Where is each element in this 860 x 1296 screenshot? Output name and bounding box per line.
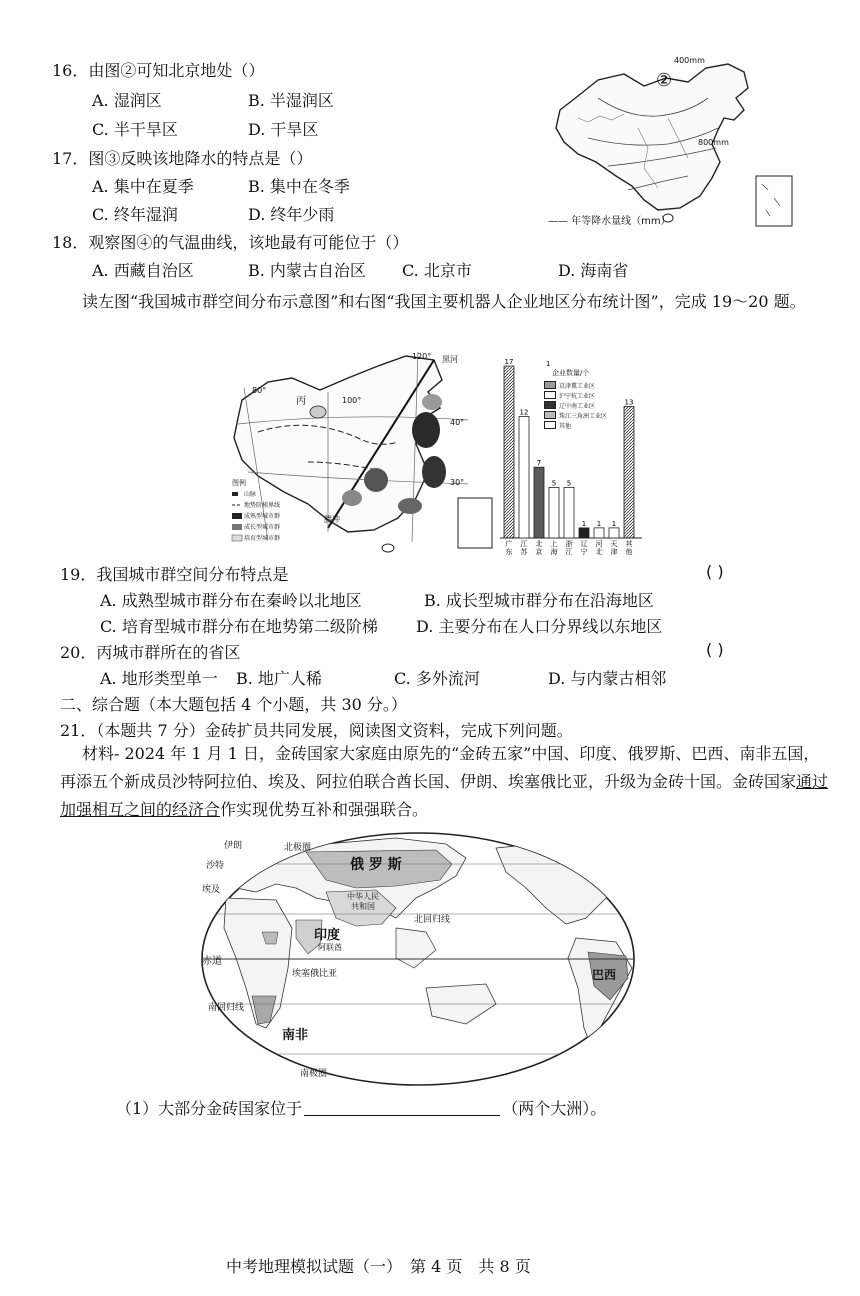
q16-option-b: B. 半湿润区 (248, 91, 334, 110)
label-tengchong: 腾冲 (324, 515, 340, 524)
legend-number-1: 1 (546, 360, 551, 368)
legend-label-mountain: 山脉 (244, 491, 257, 498)
label-russia: 俄 罗 斯 (350, 857, 402, 873)
cluster-bing (310, 406, 326, 418)
label-iran: 伊朗 (224, 841, 243, 851)
category-label-1-1: 苏 (520, 548, 528, 556)
q19-stem: 19．我国城市群空间分布特点是 (60, 565, 289, 584)
category-label-3-1: 海 (550, 548, 558, 556)
legend-swatch-2 (544, 401, 556, 409)
cluster-mature-north (412, 412, 440, 448)
label-india: 印度 (314, 928, 341, 943)
legend-title: 图例 (232, 479, 246, 487)
label-south-africa: 南非 (282, 1028, 309, 1043)
map2-number: ② (656, 70, 673, 91)
q21-sub1-text-b: （两个大洲）。 (502, 1099, 607, 1118)
south-sea-inset (756, 176, 792, 226)
label-120: 120° (412, 352, 432, 361)
q21-material-part-a: 材料- 2024 年 1 月 1 日，金砖国家大家庭由原先的“金砖五家”中国、印度、俄罗斯、巴西、南非五国，再添五个新成员沙特阿拉伯、埃及、阿拉伯联合酋长国、伊朗、埃塞俄比亚，升级为金砖十国。金砖国家 (60, 744, 820, 791)
q20-answer-paren: ( ) (706, 640, 724, 659)
bar-4 (564, 487, 574, 538)
category-label-0-0: 广 (505, 540, 513, 548)
q16-option-a: A. 湿润区 (92, 91, 162, 110)
bar-5 (579, 528, 589, 538)
page-footer: 中考地理模拟试题（一） 第 4 页 共 8 页 (226, 1257, 531, 1276)
bar-value-label-2: 7 (536, 459, 542, 468)
q21-subquestion-1 (116, 1096, 606, 1119)
bar-value-label-4: 5 (566, 479, 572, 488)
label-equator: 赤道 (202, 956, 222, 967)
bar-value-label-0: 17 (504, 358, 514, 366)
category-label-7-1: 津 (610, 548, 618, 556)
bar-6 (594, 528, 604, 538)
q17-option-a: A. 集中在夏季 (92, 177, 194, 196)
legend-label-2: 辽中南工业区 (559, 402, 596, 410)
category-label-4-1: 江 (565, 548, 573, 556)
city-cluster-map-figure (228, 352, 498, 557)
q20-option-b: B. 地广人稀 (236, 669, 322, 688)
label-egypt: 埃及 (202, 885, 221, 895)
label-antarctic-circle: 南极圈 (300, 1069, 328, 1079)
legend-swatch-mature (232, 513, 242, 519)
bar-0 (504, 366, 514, 538)
legend-label-4: 其他 (559, 422, 572, 430)
q19-answer-paren: ( ) (706, 562, 724, 581)
q19-option-b: B. 成长型城市群分布在沿海地区 (424, 591, 654, 610)
bar-7 (609, 528, 619, 538)
bar-value-label-7: 1 (611, 519, 617, 528)
q18-option-d: D. 海南省 (558, 261, 629, 280)
q21-sub1-answer-blank[interactable] (304, 1099, 500, 1116)
q19-option-a: A. 成熟型城市群分布在秦岭以北地区 (100, 591, 362, 610)
category-label-2-1: 京 (535, 548, 543, 556)
category-label-6-0: 河 (595, 540, 603, 548)
q20-stem: 20．丙城市群所在的省区 (60, 643, 241, 662)
label-brazil: 巴西 (592, 968, 617, 982)
chart-legend (544, 380, 607, 430)
bar-value-label-3: 5 (551, 479, 557, 488)
q21-material (60, 740, 832, 824)
bar-value-label-6: 1 (596, 519, 602, 528)
q18-option-b: B. 内蒙古自治区 (248, 261, 366, 280)
precipitation-map-figure (548, 58, 810, 230)
label-ethiopia: 埃塞俄比亚 (292, 969, 338, 979)
legend-label-growth: 成长型城市群 (244, 524, 281, 531)
label-bing: 丙 (296, 396, 306, 407)
label-china: 中华人民共和国 (347, 892, 379, 911)
q17-option-c: C. 终年湿润 (92, 205, 178, 224)
precipitation-map-svg (548, 58, 810, 230)
q20-option-c: C. 多外流河 (394, 669, 480, 688)
q17-option-d: D. 终年少雨 (248, 205, 335, 224)
bar-1 (519, 417, 529, 538)
category-label-6-1: 北 (595, 548, 603, 556)
bar-value-label-5: 1 (581, 519, 587, 528)
world-map-figure (196, 828, 640, 1090)
legend-label-3: 珠江三角洲工业区 (559, 412, 608, 420)
q21-sub1-text-a: （1）大部分金砖国家位于 (116, 1099, 303, 1118)
label-tropic-of-capricorn: 南回归线 (208, 1003, 245, 1013)
legend-swatch-3 (544, 411, 556, 419)
q19-option-d: D. 主要分布在人口分界线以东地区 (416, 617, 663, 636)
category-label-3-0: 上 (550, 540, 558, 548)
q21-stem: 21．（本题共 7 分）金砖扩员共同发展，阅读图文资料，完成下列问题。 (60, 721, 573, 740)
legend-label-cultivating: 培育型城市群 (244, 535, 281, 542)
legend-label-mature: 成熟型城市群 (244, 513, 281, 520)
legend-swatch-0 (544, 381, 556, 389)
cluster-growth-south (398, 498, 422, 514)
label-saudi: 沙特 (206, 861, 225, 871)
bar-value-label-8: 13 (624, 398, 634, 407)
category-label-5-0: 辽 (580, 540, 588, 548)
category-label-8-0: 其 (625, 540, 633, 548)
label-heihe: 黑河 (442, 355, 458, 364)
intro-19-20: 读左图“我国城市群空间分布示意图”和右图“我国主要机器人企业地区分布统计图”，完成 19～20 题。 (82, 292, 806, 311)
q21-material-part-c: 作实现优势互补和强强联合。 (220, 800, 429, 819)
category-label-4-0: 浙 (565, 540, 573, 548)
category-label-0-1: 东 (505, 548, 513, 556)
legend-row-2 (544, 400, 607, 410)
q16-option-c: C. 半干旱区 (92, 120, 178, 139)
category-label-5-1: 宁 (580, 548, 588, 556)
legend-swatch-growth (232, 524, 242, 530)
q16-stem: 16．由图②可知北京地处（） (52, 61, 265, 80)
legend-swatch-4 (544, 421, 556, 429)
legend-swatch-mountain (232, 492, 238, 496)
legend-row-3 (544, 410, 607, 420)
q18-option-c: C. 北京市 (402, 261, 472, 280)
legend-label-0: 京津冀工业区 (559, 382, 596, 390)
bar-8 (624, 406, 634, 538)
q17-option-b: B. 集中在冬季 (248, 177, 350, 196)
cluster-growth-center (364, 468, 388, 492)
q21-material-underlined: 通过加强相互之间的经济合 (60, 772, 829, 819)
label-80: 80° (252, 386, 267, 395)
label-100: 100° (342, 396, 362, 405)
q17-stem: 17．图③反映该地降水的特点是（） (52, 149, 313, 168)
cluster-mature-east (422, 456, 446, 488)
map2-label-400: 400mm (674, 56, 705, 65)
legend-label-1: 沪宁杭工业区 (559, 392, 596, 400)
q16-option-d: D. 干旱区 (248, 120, 319, 139)
q18-stem: 18．观察图④的气温曲线，该地最有可能位于（） (52, 233, 409, 252)
category-label-1-0: 江 (520, 540, 528, 548)
category-label-7-0: 天 (610, 540, 618, 548)
label-tropic-of-cancer: 北回归线 (414, 915, 451, 925)
label-40: 40° (450, 418, 465, 427)
category-label-8-1: 他 (625, 548, 633, 556)
category-label-2-0: 北 (535, 540, 543, 548)
legend-label-step: 地势阶梯界线 (244, 502, 281, 509)
south-sea-inset (458, 498, 492, 548)
q20-option-a: A. 地形类型单一 (100, 669, 218, 688)
q20-option-d: D. 与内蒙古相邻 (548, 669, 667, 688)
legend-swatch-1 (544, 391, 556, 399)
q19-option-c: C. 培育型城市群分布在地势第二级阶梯 (100, 617, 378, 636)
map2-legend: —— 年等降水量线（mm） (548, 216, 671, 227)
bar-2 (534, 467, 544, 538)
robot-bar-chart-figure (500, 352, 642, 560)
section-2-heading: 二、综合题（本大题包括 4 个小题，共 30 分。） (60, 695, 407, 714)
world-map-svg (196, 828, 640, 1090)
legend-swatch-cultivating (232, 535, 242, 541)
legend-row-0 (544, 380, 607, 390)
cluster-cultivating-sw (342, 490, 362, 506)
label-uae: 阿联酋 (318, 943, 342, 952)
label-arctic-circle: 北极圈 (284, 843, 312, 853)
legend-row-4 (544, 420, 607, 430)
bar-value-label-1: 12 (519, 408, 529, 417)
bar-3 (549, 487, 559, 538)
china-outline (556, 64, 748, 210)
cluster-northeast (422, 394, 442, 410)
chart-ylabel: 企业数量/个 (552, 369, 590, 377)
map2-label-800: 800mm (698, 138, 729, 147)
label-30: 30° (450, 478, 465, 487)
legend-row-1 (544, 390, 607, 400)
q18-option-a: A. 西藏自治区 (92, 261, 194, 280)
hainan-island (382, 544, 394, 552)
